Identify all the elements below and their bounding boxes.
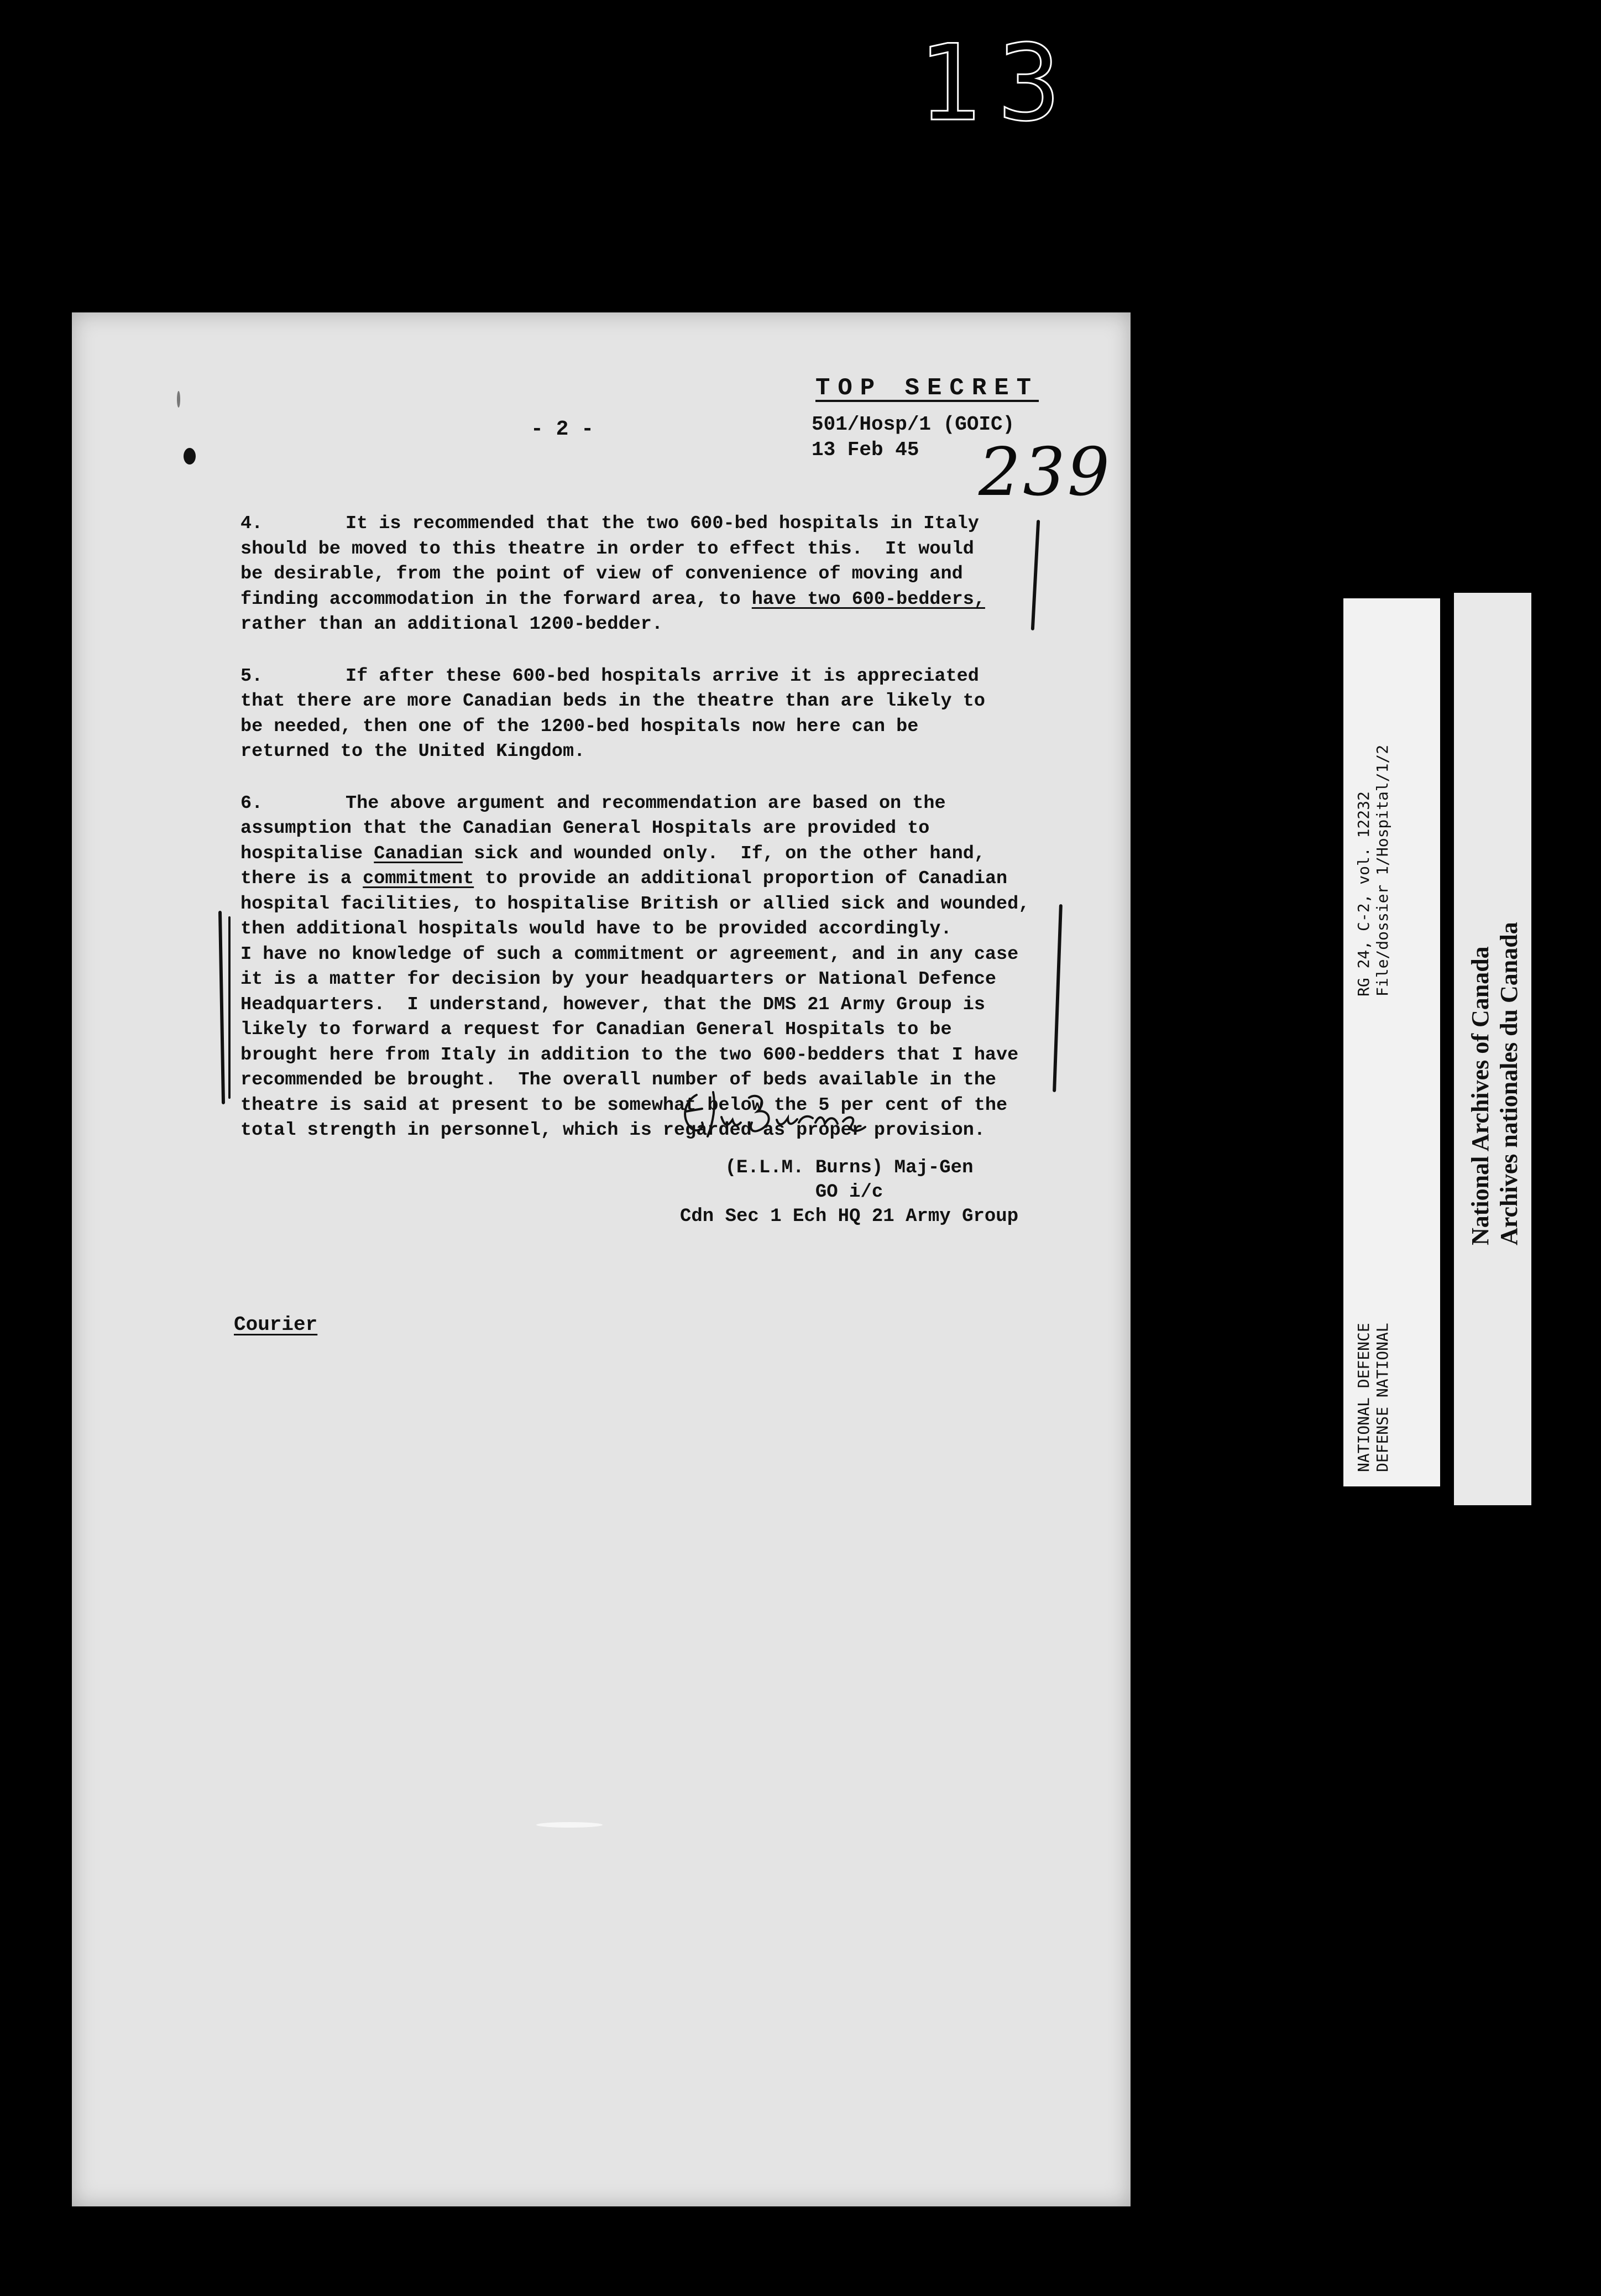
underlined-text: commitment	[363, 868, 474, 889]
text-line: assumption that the Canadian General Hospitals are provided to	[240, 818, 930, 839]
department-label: NATIONAL DEFENCE DEFENSE NATIONAL	[1354, 1323, 1391, 1472]
signature-block	[680, 1156, 1018, 1229]
text-line: If after these 600-bed hospitals arrive it is appreciated	[346, 665, 979, 687]
paragraph-4	[240, 512, 1103, 638]
text-line: It is recommended that the two 600-bed hospitals in Italy	[346, 513, 979, 534]
text-line: sick and wounded only. If, on the other hand,	[463, 843, 985, 864]
signatory-unit: Cdn Sec 1 Ech HQ 21 Army Group	[680, 1206, 1019, 1227]
text-line: recommended be brought. The overall number of beds available in the	[240, 1069, 997, 1090]
text-line: that there are more Canadian beds in the theatre than are likely to	[240, 691, 985, 712]
signatory-title: GO i/c	[815, 1182, 883, 1203]
paragraph-number: 4.	[240, 513, 263, 534]
handwritten-signature	[674, 1084, 885, 1150]
text-line: to provide an additional proportion of Canadian	[474, 868, 1008, 889]
text-line: Headquarters. I understand, however, that the DMS 21 Army Group is	[240, 994, 985, 1015]
file-reference: 501/Hosp/1 (GOIC)	[812, 413, 1015, 436]
text-line: then additional hospitals would have to be provided accordingly.	[240, 919, 952, 940]
ink-smudge	[184, 448, 196, 465]
text-line: rather than an additional 1200-bedder.	[240, 614, 663, 635]
archives-label: National Archives of Canada Archives nationales du Canada	[1467, 922, 1522, 1245]
paragraph-number: 5.	[240, 665, 263, 687]
archive-reference: RG 24, C-2, vol. 12232 File/dossier 1/Hospital/1/2	[1354, 744, 1391, 996]
margin-mark	[228, 916, 231, 1099]
text-line: finding accommodation in the forward area, to	[240, 588, 752, 610]
paragraph-number: 6.	[240, 792, 263, 814]
document-date: 13 Feb 45	[812, 439, 919, 461]
document-page	[72, 312, 1131, 2206]
page-number: - 2 -	[531, 418, 594, 441]
text-line: brought here from Italy in addition to the two 600-bedders that I have	[240, 1044, 1019, 1066]
archive-reference-strip	[1343, 598, 1440, 1486]
archives-name-strip	[1454, 593, 1531, 1505]
text-line: hospital facilities, to hospitalise British or allied sick and wounded,	[240, 893, 1030, 915]
underlined-text: Canadian	[374, 843, 463, 864]
text-line: The above argument and recommendation are based on the	[346, 792, 946, 814]
letter-body	[240, 512, 1103, 1170]
text-line: it is a matter for decision by your headquarters or National Defence	[240, 969, 997, 990]
distribution-note: Courier	[234, 1313, 318, 1336]
classification-marking: TOP SECRET	[815, 374, 1039, 402]
paragraph-5	[240, 664, 1103, 765]
text-line: should be moved to this theatre in order to effect this. It would	[240, 538, 974, 560]
underlined-text: have two 600-bedders,	[751, 588, 985, 610]
text-line: I have no knowledge of such a commitment or agreement, and in any case	[240, 943, 1019, 965]
ink-smudge	[177, 391, 180, 408]
text-line: be desirable, from the point of view of convenience of moving and	[240, 563, 963, 585]
text-line: there is a	[240, 868, 363, 889]
text-line: returned to the United Kingdom.	[240, 741, 585, 762]
paper-mark	[536, 1822, 603, 1828]
signatory-name: (E.L.M. Burns) Maj-Gen	[725, 1157, 974, 1178]
text-line: be needed, then one of the 1200-bed hospitals now here can be	[240, 716, 919, 737]
text-line: theatre is said at present to be somewhat below the 5 per cent of the	[240, 1094, 1008, 1116]
handwritten-folio-number: 239	[979, 434, 1112, 511]
frame-number: 13	[918, 22, 1077, 144]
paragraph-6	[240, 791, 1103, 1144]
text-line: total strength in personnel, which is regarded as proper provision.	[240, 1120, 985, 1141]
text-line: hospitalise	[240, 843, 374, 864]
text-line: likely to forward a request for Canadian General Hospitals to be	[240, 1019, 952, 1040]
margin-mark	[218, 911, 225, 1104]
